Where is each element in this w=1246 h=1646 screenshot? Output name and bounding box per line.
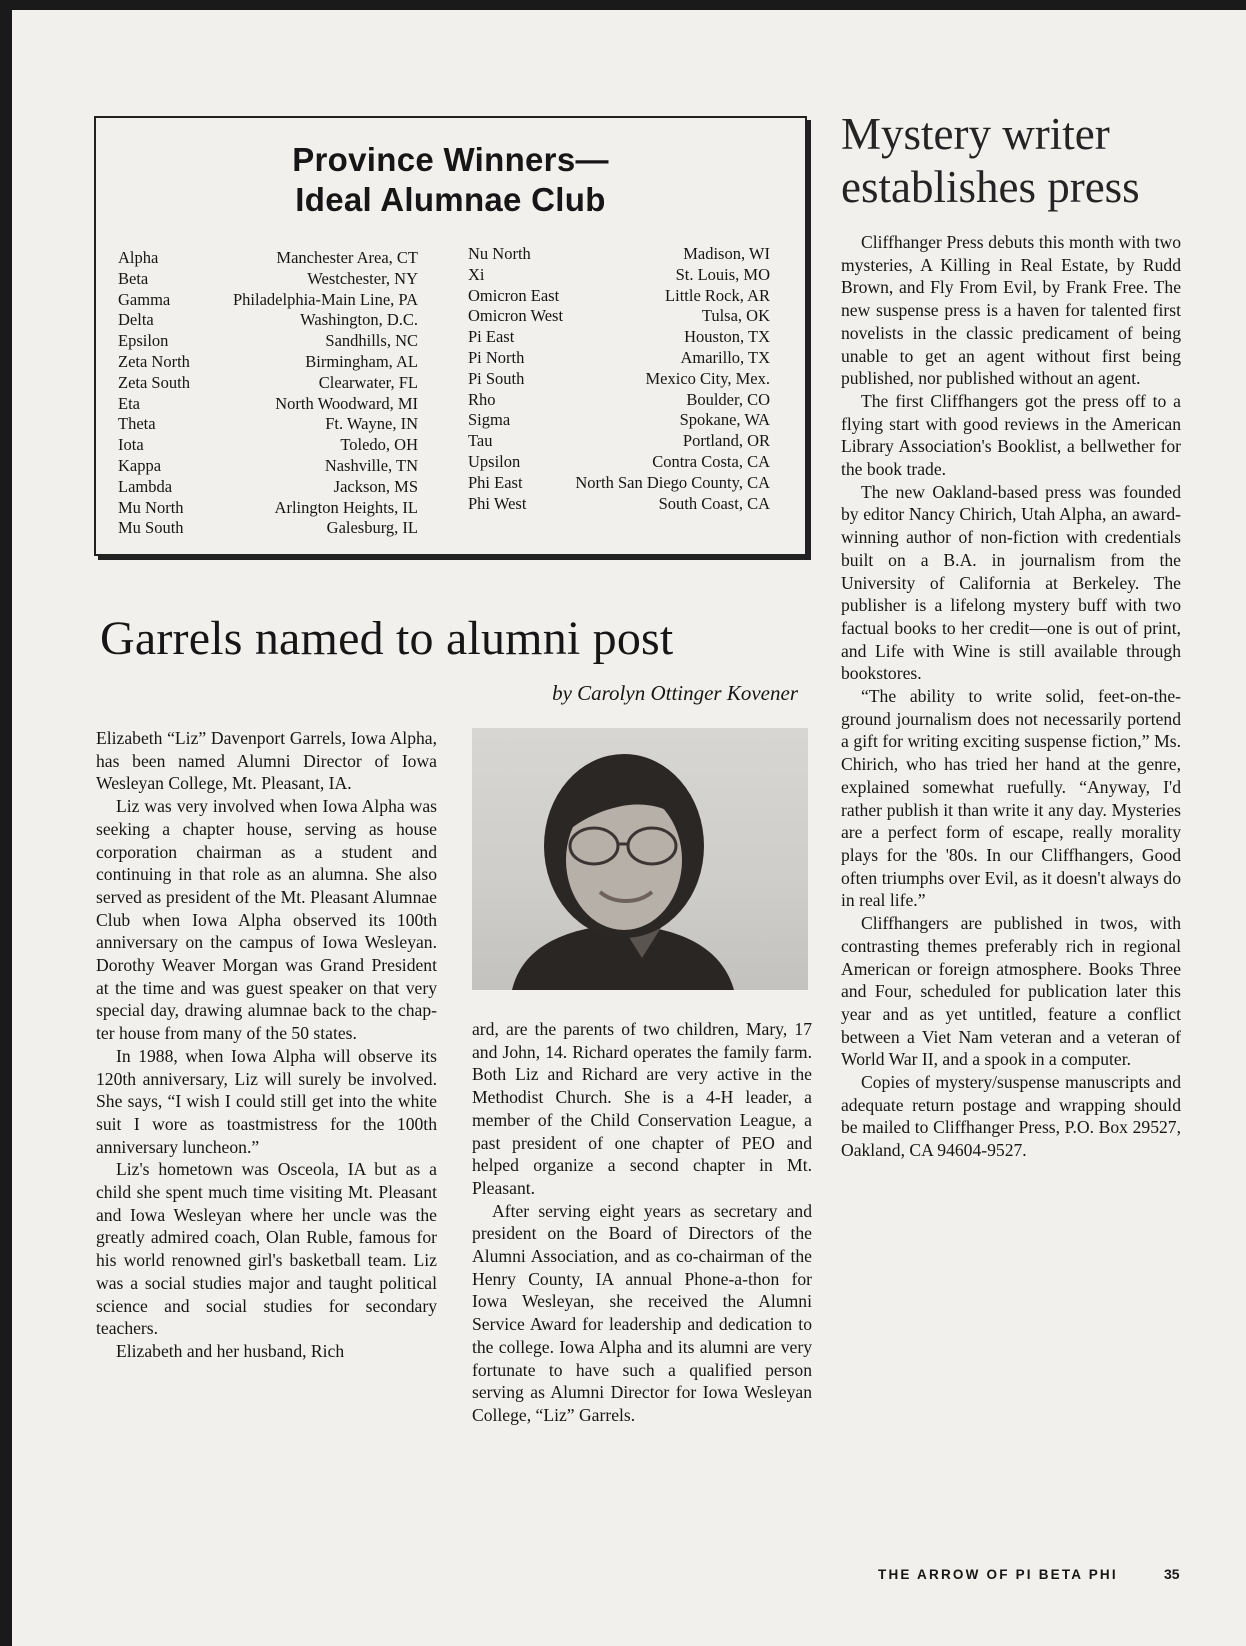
chapter-name: Beta bbox=[118, 268, 149, 288]
article-paragraph: Liz was very involved when Iowa Alpha was seeking a chapter house, serving as house corporation chairman as a student and continuing in that role as an alumna. She also served as president of the Mt. Pleasant Alumnae Club when Iowa Alpha observed its 100th anniversary on the campus of Iowa Wesleyan. Dorothy Weaver Morgan was Grand President at the time and was guest speaker on that very special day, drawing alumnae back to the chapter house from many of the 50 states. bbox=[96, 796, 437, 1044]
portrait-photo bbox=[472, 728, 808, 990]
mystery-headline bbox=[841, 108, 1140, 214]
province-row bbox=[118, 477, 418, 498]
article-paragraph: The first Cliffhangers got the press off to a flying start with good reviews in the American Library Association's Booklist, a bellwether for the book trade. bbox=[841, 390, 1181, 480]
province-row bbox=[118, 435, 418, 456]
club-name: Clearwater, FL bbox=[318, 372, 418, 392]
province-list-right bbox=[468, 244, 770, 514]
province-row bbox=[468, 452, 770, 473]
article-paragraph: Cliffhangers are published in twos, with contrasting themes preferably rich in regional American or foreign atmosphere. Books Three and Four, scheduled for publication later this year and as yet untitled, feature a conflict between a Viet Nam veteran and a veteran of World War II, and a spook in a computer. bbox=[841, 913, 1181, 1070]
magazine-page bbox=[12, 10, 1246, 1646]
club-name: Boulder, CO bbox=[686, 389, 770, 409]
mystery-column bbox=[841, 231, 1181, 1162]
chapter-name: Tau bbox=[468, 431, 493, 451]
mystery-headline-line-1: Mystery writer bbox=[841, 109, 1110, 159]
chapter-name: Omicron West bbox=[468, 306, 564, 326]
article-paragraph: Elizabeth and her husband, Rich bbox=[116, 1340, 345, 1361]
club-name: Birmingham, AL bbox=[305, 351, 418, 371]
chapter-name: Epsilon bbox=[118, 331, 169, 351]
province-winners-title bbox=[96, 140, 805, 220]
chapter-name: Phi East bbox=[468, 472, 523, 492]
chapter-name: Pi East bbox=[468, 327, 515, 347]
province-row bbox=[468, 306, 770, 327]
club-name: Tulsa, OK bbox=[701, 306, 770, 326]
club-name: Nashville, TN bbox=[324, 455, 418, 475]
chapter-name: Pi South bbox=[468, 368, 525, 388]
chapter-name: Omicron East bbox=[468, 285, 560, 305]
article-paragraph: Elizabeth “Liz” Davenport Garrels, Iowa Alpha, has been named Alumni Director of Iowa Wesleyan College, Mt. Pleasant, IA. bbox=[96, 728, 437, 794]
article-paragraph: Liz's hometown was Osceola, IA but as a child she spent much time visiting Mt. Pleasant and Iowa Wesleyan where her uncle was the greatly admired coach, Olan Ruble, famous for his world renowned girl's basketball team. Liz was a social studies major and taught political science and social studies for secondary teachers. bbox=[96, 1159, 437, 1339]
chapter-name: Gamma bbox=[118, 289, 171, 309]
title-line-2: Ideal Alumnae Club bbox=[295, 181, 606, 218]
club-name: Sandhills, NC bbox=[325, 331, 418, 351]
chapter-name: Delta bbox=[118, 310, 154, 330]
garrels-headline: Garrels named to alumni post bbox=[100, 612, 674, 665]
club-name: Portland, OR bbox=[682, 431, 770, 451]
article-paragraph: ard, are the parents of two children, Mary, 17 and John, 14. Richard operates the family farm. Both Liz and Richard are very active in the Methodist Church. She is a 4-H leader, a member of the Child Conservation League, a past president of one chapter of PEO and helped organize a second chapter in Mt. Pleasant. bbox=[472, 1019, 812, 1198]
chapter-name: Sigma bbox=[468, 410, 511, 430]
club-name: Westchester, NY bbox=[307, 268, 418, 288]
club-name: Washington, D.C. bbox=[300, 310, 418, 330]
province-row bbox=[468, 348, 770, 369]
province-row bbox=[118, 498, 418, 519]
club-name: Manchester Area, CT bbox=[276, 248, 418, 267]
province-row bbox=[468, 410, 770, 431]
province-row bbox=[118, 248, 418, 269]
title-line-1: Province Winners— bbox=[292, 141, 609, 178]
chapter-name: Xi bbox=[468, 264, 485, 284]
page-number: 35 bbox=[1164, 1566, 1180, 1582]
chapter-name: Zeta South bbox=[118, 372, 190, 392]
province-row bbox=[468, 431, 770, 452]
club-name: Toledo, OH bbox=[340, 435, 418, 455]
province-row bbox=[468, 369, 770, 390]
portrait-illustration bbox=[472, 728, 808, 990]
club-name: Spokane, WA bbox=[679, 410, 770, 430]
chapter-name: Zeta North bbox=[118, 351, 190, 371]
club-name: Galesburg, IL bbox=[326, 518, 418, 538]
chapter-name: Theta bbox=[118, 414, 156, 434]
province-row bbox=[118, 518, 418, 539]
club-name: North San Diego County, CA bbox=[575, 472, 770, 492]
publication-footer: THE ARROW OF PI BETA PHI bbox=[878, 1567, 1118, 1582]
article-paragraph: The new Oakland-based press was founded by editor Nancy Chirich, Utah Alpha, an award-winning author of non-fiction with credentials built on a B.A. in journalism from the University of California at Berkeley. The publisher is a lifelong mystery buff with two factual books to her credit—one is out of print, and Life with Wine is still available through bookstores. bbox=[841, 481, 1181, 684]
province-row bbox=[118, 290, 418, 311]
province-row bbox=[118, 352, 418, 373]
province-list-left bbox=[118, 248, 418, 539]
chapter-name: Mu North bbox=[118, 497, 184, 517]
province-row bbox=[468, 473, 770, 494]
chapter-name: Nu North bbox=[468, 244, 531, 263]
province-row bbox=[118, 269, 418, 290]
club-name: Amarillo, TX bbox=[680, 347, 770, 367]
province-row bbox=[468, 390, 770, 411]
club-name: Contra Costa, CA bbox=[652, 451, 770, 471]
article-paragraph: Cliffhanger Press debuts this month with two mysteries, A Killing in Real Estate, by Rudd Brown, and Fly From Evil, by Frank Free. The new suspense press is a haven for talented first novelists in the classic predicament of being unable to get an agent without first being published, nor published without an agent. bbox=[841, 232, 1181, 389]
province-row bbox=[118, 414, 418, 435]
chapter-name: Mu South bbox=[118, 518, 184, 538]
club-name: Houston, TX bbox=[684, 327, 770, 347]
garrels-column-1 bbox=[96, 727, 437, 1363]
club-name: Madison, WI bbox=[683, 244, 770, 263]
province-row bbox=[118, 394, 418, 415]
article-paragraph: After serving eight years as secretary and president on the Board of Directors of the Alumni Association, and as co-chairman of the Henry County, IA annual Phone-a-thon for Iowa Wesleyan, she received the Alumni Service Award for leadership and dedication to the college. Iowa Alpha and its alumni are very fortunate to have such a qualified person serving as Alumni Director for Iowa Wesleyan College, “Liz” Garrels. bbox=[472, 1200, 812, 1425]
chapter-name: Iota bbox=[118, 435, 144, 455]
chapter-name: Phi West bbox=[468, 493, 527, 513]
chapter-name: Kappa bbox=[118, 455, 162, 475]
province-row bbox=[468, 327, 770, 348]
club-name: Ft. Wayne, IN bbox=[325, 414, 418, 434]
province-row bbox=[468, 494, 770, 515]
club-name: North Woodward, MI bbox=[275, 393, 418, 413]
club-name: St. Louis, MO bbox=[675, 264, 770, 284]
club-name: Arlington Heights, IL bbox=[274, 497, 418, 517]
mystery-headline-line-2: establishes press bbox=[841, 162, 1140, 212]
chapter-name: Upsilon bbox=[468, 451, 521, 471]
article-paragraph: Copies of mystery/suspense manuscripts and adequate return postage and wrapping should be mailed to Cliffhanger Press, P.O. Box 29527, Oakland, CA 94604-9527. bbox=[841, 1072, 1181, 1161]
garrels-byline: by Carolyn Ottinger Kovener bbox=[552, 681, 798, 705]
province-row bbox=[468, 286, 770, 307]
province-row bbox=[118, 456, 418, 477]
club-name: Little Rock, AR bbox=[665, 285, 770, 305]
province-row bbox=[118, 373, 418, 394]
club-name: Mexico City, Mex. bbox=[645, 368, 770, 388]
club-name: South Coast, CA bbox=[658, 493, 770, 513]
province-row bbox=[118, 310, 418, 331]
chapter-name: Eta bbox=[118, 393, 140, 413]
province-winners-box bbox=[94, 116, 807, 556]
province-row bbox=[468, 244, 770, 265]
province-row bbox=[118, 331, 418, 352]
province-row bbox=[468, 265, 770, 286]
chapter-name: Alpha bbox=[118, 248, 159, 267]
club-name: Jackson, MS bbox=[333, 476, 418, 496]
article-paragraph: “The ability to write solid, feet-on-the-ground journalism does not necessarily portend a gift for writing exciting suspense fiction,” Ms. Chirich, who has tried her hand at the genre, explained somewhat ruefully. “Anyway, I'd rather publish it than write it any day. Mysteries are a perfect form of escape, really morality plays for the '80s. In our Cliffhangers, Good often triumphs over Evil, as it doesn't always do in real life.” bbox=[841, 686, 1181, 911]
club-name: Philadelphia-Main Line, PA bbox=[233, 289, 418, 309]
chapter-name: Rho bbox=[468, 389, 496, 409]
garrels-column-2 bbox=[472, 1018, 812, 1427]
chapter-name: Lambda bbox=[118, 476, 173, 496]
chapter-name: Pi North bbox=[468, 347, 525, 367]
article-paragraph: In 1988, when Iowa Alpha will observe its 120th anniversary, Liz will surely be involved. She says, “I wish I could still get into the white suit I wore as toastmistress for the 100th anniversary luncheon.” bbox=[96, 1045, 437, 1157]
